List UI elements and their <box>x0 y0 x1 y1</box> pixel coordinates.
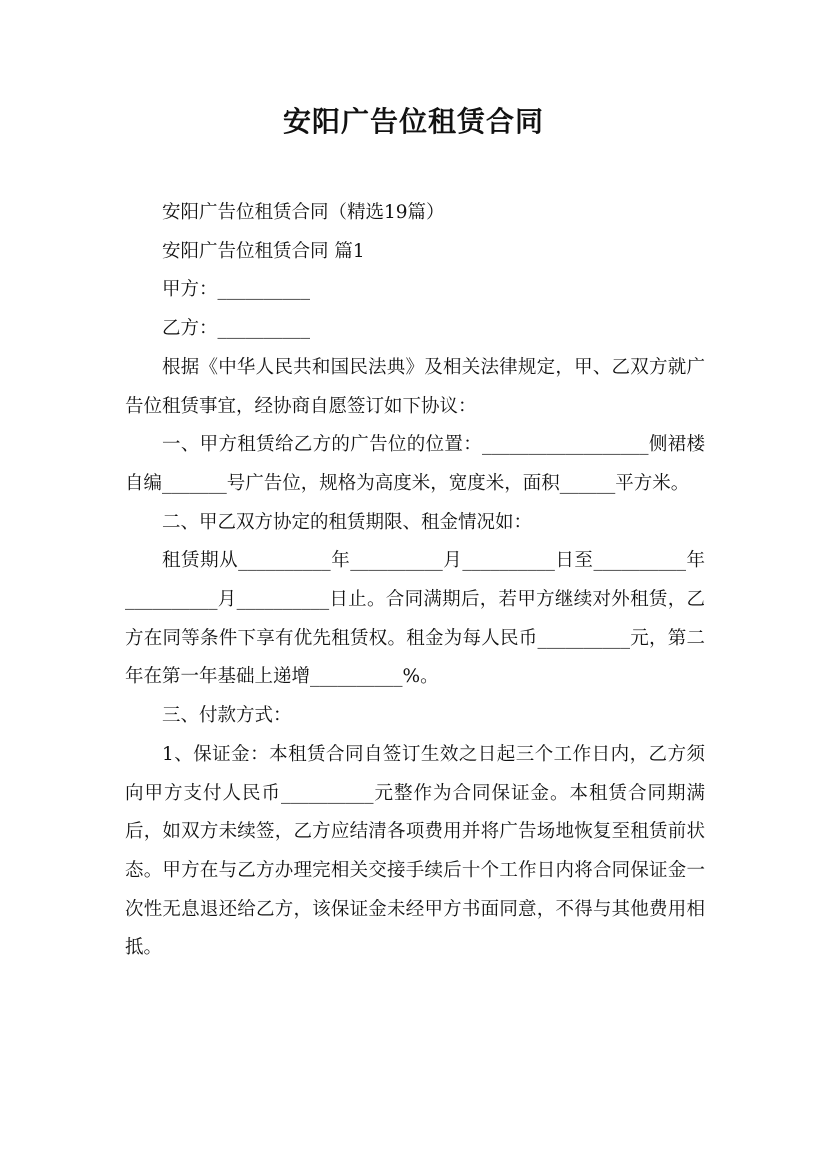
paragraph-lease-term: 租赁期从__________年__________月__________日至__________年__________月__________日止。合同满期后，若甲方继续对外租赁，乙方在同等条件下享有优先租赁权。租金为每人民币__________元，第二年在第一年基础上递增__________%。 <box>125 550 705 688</box>
document-title: 安阳广告位租赁合同 <box>282 105 544 138</box>
paragraph-clause-1: 一、甲方租赁给乙方的广告位的位置：__________________侧裙楼自编_______号广告位，规格为高度米，宽度米，面积______平方米。 <box>125 434 705 494</box>
paragraph-party-b: 乙方：__________ <box>162 318 311 340</box>
paragraph-subtitle: 安阳广告位租赁合同（精选19篇） <box>162 202 445 223</box>
paragraph-clause-2: 二、甲乙双方协定的租赁期限、租金情况如： <box>162 511 533 533</box>
paragraph-clause-3: 三、付款方式： <box>162 705 292 727</box>
paragraph-party-a: 甲方：__________ <box>162 279 311 301</box>
paragraph-preamble: 根据《中华人民共和国民法典》及相关法律规定，甲、乙双方就广告位租赁事宜，经协商自愿签订如下协议： <box>125 356 705 417</box>
document-body <box>125 194 705 968</box>
paragraph-deposit: 1、保证金：本租赁合同自签订生效之日起三个工作日内，乙方须向甲方支付人民币__________元整作为合同保证金。本租赁合同期满后，如双方未续签，乙方应结清各项费用并将广告场地恢复至租赁前状态。甲方在与乙方办理完相关交接手续后十个工作日内将合同保证金一次性无息退还给乙方，该保证金未经甲方书面同意，不得与其他费用相抵。 <box>125 743 705 959</box>
paragraph-section-heading: 安阳广告位租赁合同 篇1 <box>162 240 365 262</box>
